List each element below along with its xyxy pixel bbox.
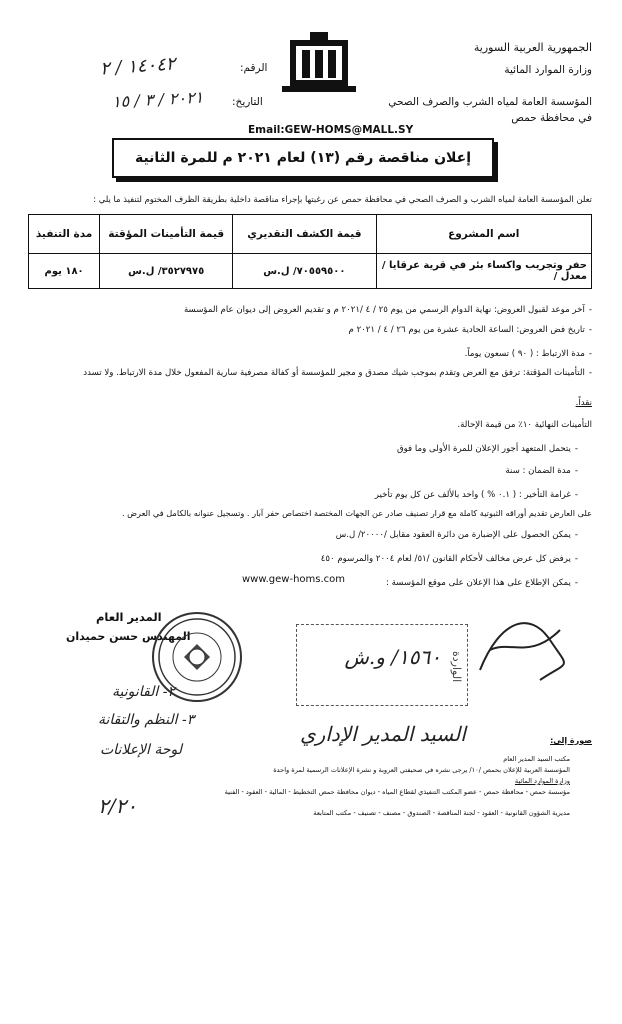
date-value: ٢٠٢١ / ٣ / ١٥ [111, 87, 204, 112]
governorate-name: في محافظة حمص [511, 112, 592, 124]
tender-title: إعلان مناقصة رقم (١٣) لعام ٢٠٢١ م للمرة الثانية [112, 138, 494, 178]
cell-duration: ١٨٠ يوم [29, 254, 100, 289]
cash-text: نقداً. [575, 398, 592, 408]
tender-table [28, 214, 592, 289]
cc-line-1: مكتب السيد المدير العام [503, 755, 570, 763]
ref-label: الرقم: [240, 62, 268, 74]
email-address: Email:GEW-HOMS@MALL.SY [248, 124, 414, 136]
incoming-stamp [296, 624, 468, 706]
col-guarantee: قيمة التأمينات المؤقتة [100, 215, 233, 254]
table-header-row [29, 215, 592, 254]
signature-role: المدير العام [96, 610, 162, 624]
header-block [388, 40, 592, 126]
warranty-text: - مدة الضمان : سنة [505, 466, 578, 476]
bidder-text: على العارض تقديم أوراقه الثبوتية كاملة مع قرار تصنيف صادر عن الجهات المختصة اختصاص حفر آبار . وتسجيل عنوانه بالكامل في العرض . [121, 508, 592, 518]
ref-value: ١٤٠٤٢ / ٢ [99, 53, 177, 80]
cell-estimate: ٧٠٥٥٩٥٠٠/ ل.س [233, 254, 376, 289]
opening-text: - تاريخ فض العروض: الساعة الحادية عشرة من يوم ٢٦ / ٤ / ٢٠٢١ م [349, 325, 593, 335]
stamp-number: ١٥٦٠/ و.ش [344, 645, 441, 669]
validity-text: - مدة الارتباط : ( ٩٠ ) تسعون يوماً. [465, 349, 592, 359]
republic-name: الجمهورية العربية السورية [473, 41, 592, 54]
note-legal: ٢- القانونية [112, 684, 175, 700]
cc-line-2: المؤسسة العربية للإعلان بحمص /١٠/ يرجى نشره في صحيفتي العروبة و نشرة الإعلانات الرسمية لمرة واحدة [273, 766, 570, 774]
signature-scribble-icon [470, 600, 580, 690]
institution-logo [280, 32, 358, 94]
col-estimate: قيمة الكشف التقديري [233, 215, 376, 254]
table-row [29, 254, 592, 289]
stamp-word: الواردة [450, 651, 463, 683]
reject-text: - يرفض كل عرض مخالف لأحكام القانون /٥١/ لعام ٢٠٠٤ والمرسوم ٤٥٠ [321, 554, 578, 564]
cell-guarantee: ٣٥٢٧٩٧٥/ ل.س [100, 254, 233, 289]
institution-name: المؤسسة العامة لمياه الشرب والصرف الصحي [388, 96, 592, 108]
website-link[interactable]: www.gew-homs.com [242, 574, 346, 585]
cell-project: حفر وتجريب واكساء بئر في قرية عرقايا / معدل / [376, 254, 592, 289]
intro-text: تعلن المؤسسة العامة لمياه الشرب و الصرف الصحي في محافظة حمص عن رغبتها بإجراء مناقصة داخلية بطريقة الظرف المختوم لتنفيذ ما يلي : [93, 194, 592, 204]
center-handwritten-name: السيد المدير الإداري [300, 722, 466, 746]
ads-text: - يتحمل المتعهد أجور الإعلان للمرة الأولى وما فوق [397, 444, 578, 454]
date-label: التاريخ: [232, 96, 263, 108]
website-label: - يمكن الإطلاع على هذا الإعلان على موقع المؤسسة : [386, 578, 578, 588]
temp-guarantee-text: - التأمينات المؤقتة: ترفق مع العرض وتقدم بموجب شيك مصدق و مجير للمؤسسة أو كفالة مصرفية سارية المفعول خلال مدة الارتباط. ولا تسدد [83, 368, 592, 378]
note-board: لوحة الإعلانات [100, 742, 183, 758]
cc-line-4: مؤسسة حمص - محافظة حمص - عضو المكتب التنفيذي لقطاع المياه - ديوان محافظة حمص التخطيط - المالية - العقود - الفنية [224, 788, 570, 796]
deadline-text: - آخر موعد لقبول العروض: نهاية الدوام الرسمي من يوم ٢٥ / ٤ /٢٠٢١ م و تقديم العروض إلى ديوان عام المؤسسة [184, 305, 592, 315]
cc-line-5: مديرية الشؤون القانونية - العقود - لجنة المناقصة - الصندوق - مصنف - تصنيف - مكتب المتابعة [313, 809, 570, 817]
final-guarantee-text: التأمينات النهائية ١٠٪ من قيمة الإحالة. [457, 420, 592, 430]
note-systems: ٣- النظم والتقانة [98, 712, 195, 728]
note-bottom: ٢/٢٠ [98, 794, 137, 818]
cc-line-3: وزارة الموارد المائية [514, 777, 570, 785]
cc-label: صورة إلى: [550, 736, 592, 745]
penalty-text: - غرامة التأخير : ( ٠.١ % ) واحد بالألف عن كل يوم تأخير [375, 490, 578, 500]
col-duration: مدة التنفيذ [29, 215, 100, 254]
col-project: اسم المشروع [376, 215, 592, 254]
docs-text: - يمكن الحصول على الإضبارة من دائرة العقود مقابل /٢٠٠٠٠/ ل.س [336, 530, 578, 540]
ministry-name: وزارة الموارد المائية [504, 64, 592, 76]
signature-name: المهندس حسن حميدان [66, 630, 191, 643]
